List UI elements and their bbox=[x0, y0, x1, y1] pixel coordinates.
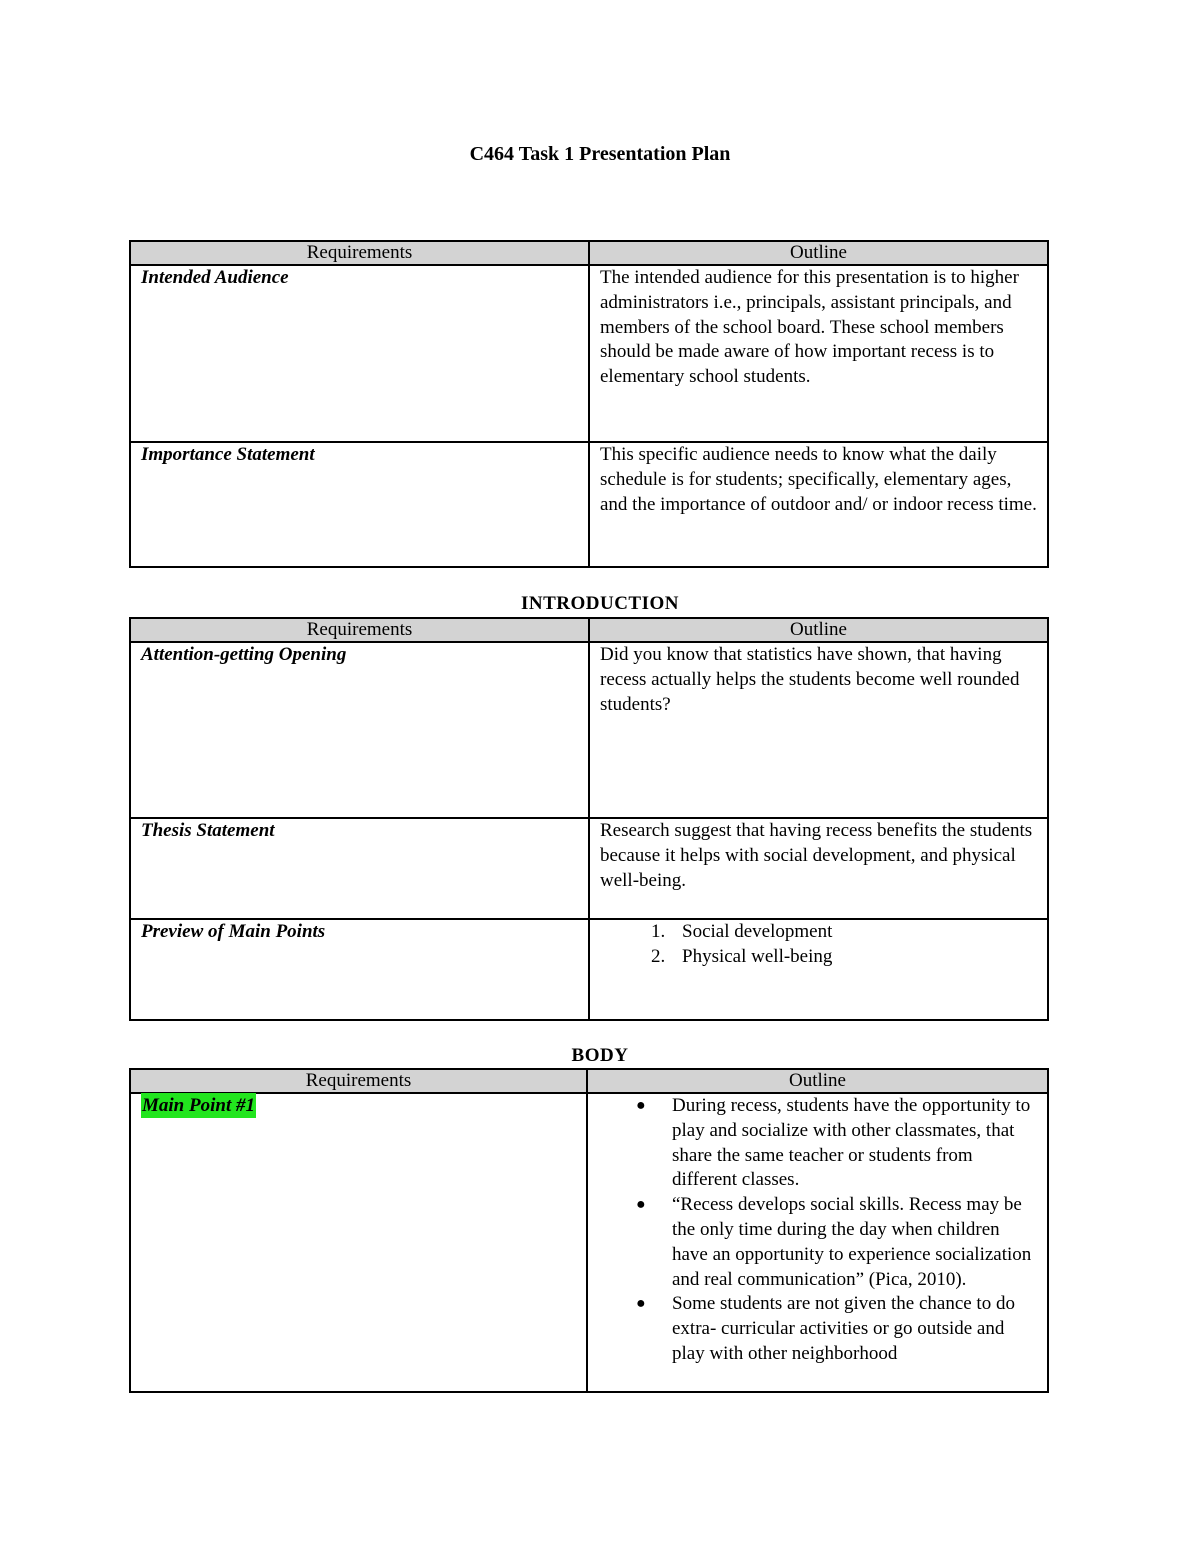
outline-intended-audience: The intended audience for this presentation is to higher administrators i.e., principals, assistant principals, and members of the school board. These school members should be made aware of how important recess is to elementary school students. bbox=[589, 265, 1048, 442]
requirement-main-point-1 bbox=[130, 1093, 587, 1392]
table-header-row bbox=[130, 241, 1048, 265]
bullet-icon: ● bbox=[636, 1196, 646, 1214]
table-row bbox=[130, 1093, 1048, 1392]
main-point-1-bullets bbox=[598, 1094, 1037, 1367]
requirement-thesis-statement: Thesis Statement bbox=[130, 818, 589, 919]
outline-preview-of-main-points bbox=[589, 919, 1048, 1020]
body-heading: BODY bbox=[571, 1045, 629, 1066]
list-item: 1. Social development bbox=[670, 920, 1037, 945]
requirements-header: Requirements bbox=[130, 1069, 587, 1093]
outline-header: Outline bbox=[589, 618, 1048, 642]
outline-attention-getting-opening: Did you know that statistics have shown, that having recess actually helps the students become well rounded students? bbox=[589, 642, 1048, 818]
bullet-text: During recess, students have the opportunity to play and socialize with other classmates, that share the same teacher or students from different classes. bbox=[672, 1095, 1031, 1191]
audience-table bbox=[129, 240, 1049, 568]
table-row bbox=[130, 642, 1048, 818]
requirement-attention-getting-opening: Attention-getting Opening bbox=[130, 642, 589, 818]
outline-header: Outline bbox=[587, 1069, 1048, 1093]
requirement-importance-statement: Importance Statement bbox=[130, 442, 589, 567]
list-item bbox=[636, 1193, 1037, 1292]
requirement-intended-audience: Intended Audience bbox=[130, 265, 589, 442]
bullet-icon: ● bbox=[636, 1295, 646, 1313]
list-item bbox=[636, 1094, 1037, 1193]
main-points-list bbox=[600, 920, 1037, 970]
table-header-row bbox=[130, 1069, 1048, 1093]
requirements-header: Requirements bbox=[130, 241, 589, 265]
list-item: 2. Physical well-being bbox=[670, 945, 1037, 970]
requirements-header: Requirements bbox=[130, 618, 589, 642]
outline-main-point-1 bbox=[587, 1093, 1048, 1392]
bullet-text: “Recess develops social skills. Recess may be the only time during the day when children have an opportunity to experience socialization and real communication” (Pica, 2010). bbox=[672, 1194, 1032, 1290]
bullet-text: Some students are not given the chance to do extra- curricular activities or go outside and play with other neighborhood bbox=[672, 1293, 1015, 1364]
list-item bbox=[636, 1292, 1037, 1366]
outline-header: Outline bbox=[589, 241, 1048, 265]
outline-thesis-statement: Research suggest that having recess benefits the students because it helps with social development, and physical well-being. bbox=[589, 818, 1048, 919]
outline-importance-statement: This specific audience needs to know what the daily schedule is for students; specifically, elementary ages, and the importance of outdoor and/ or indoor recess time. bbox=[589, 442, 1048, 567]
table-header-row bbox=[130, 618, 1048, 642]
introduction-table bbox=[129, 617, 1049, 1021]
body-table bbox=[129, 1068, 1049, 1393]
table-row bbox=[130, 919, 1048, 1020]
table-row bbox=[130, 442, 1048, 567]
main-point-1-label: Main Point #1 bbox=[142, 1095, 255, 1116]
introduction-heading: INTRODUCTION bbox=[520, 593, 680, 614]
bullet-icon: ● bbox=[636, 1097, 646, 1114]
table-row bbox=[130, 265, 1048, 442]
document-title: C464 Task 1 Presentation Plan bbox=[469, 143, 731, 165]
table-row bbox=[130, 818, 1048, 919]
requirement-preview-of-main-points: Preview of Main Points bbox=[130, 919, 589, 1020]
